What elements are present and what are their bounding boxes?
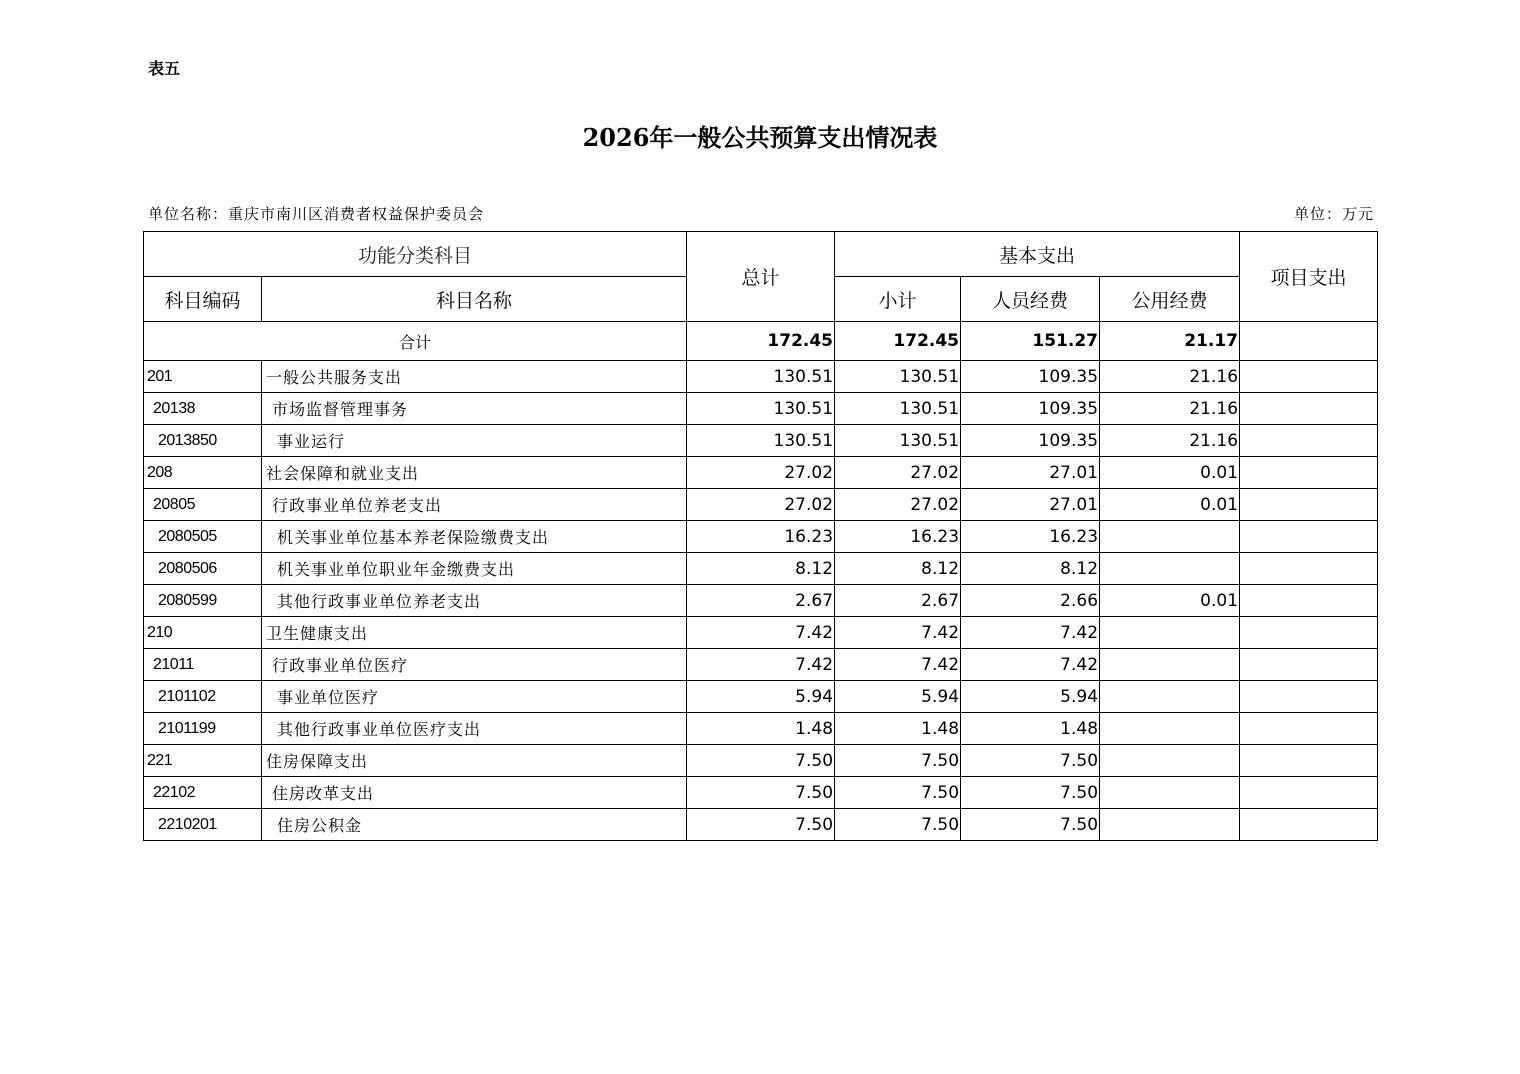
- row-project: [1240, 809, 1378, 841]
- row-public: 0.01: [1100, 489, 1240, 521]
- row-total: 1.48: [687, 713, 835, 745]
- row-personnel: 27.01: [961, 489, 1100, 521]
- row-name: 机关事业单位职业年金缴费支出: [262, 553, 687, 585]
- row-code: 2080599: [144, 585, 262, 617]
- row-personnel: 2.66: [961, 585, 1100, 617]
- row-subtotal: 7.42: [835, 649, 961, 681]
- row-total: 7.50: [687, 745, 835, 777]
- row-subtotal: 130.51: [835, 425, 961, 457]
- row-name: 住房改革支出: [262, 777, 687, 809]
- header-project-expenditure: 项目支出: [1240, 232, 1378, 322]
- row-personnel: 7.42: [961, 649, 1100, 681]
- row-total: 27.02: [687, 457, 835, 489]
- row-project: [1240, 457, 1378, 489]
- row-project: [1240, 617, 1378, 649]
- row-public: 21.16: [1100, 393, 1240, 425]
- row-personnel: 7.50: [961, 745, 1100, 777]
- budget-table: [143, 231, 1378, 841]
- row-project: [1240, 585, 1378, 617]
- row-personnel: 5.94: [961, 681, 1100, 713]
- table-row: [144, 713, 1378, 745]
- total-subtotal: 172.45: [835, 322, 961, 361]
- table-row: [144, 777, 1378, 809]
- row-subtotal: 7.50: [835, 809, 961, 841]
- row-public: [1100, 617, 1240, 649]
- row-public: [1100, 777, 1240, 809]
- row-personnel: 7.42: [961, 617, 1100, 649]
- row-public: 21.16: [1100, 361, 1240, 393]
- row-name: 住房保障支出: [262, 745, 687, 777]
- row-code: 21011: [144, 649, 262, 681]
- row-name: 市场监督管理事务: [262, 393, 687, 425]
- total-row: [144, 322, 1378, 361]
- row-project: [1240, 425, 1378, 457]
- row-project: [1240, 777, 1378, 809]
- row-total: 7.42: [687, 649, 835, 681]
- row-code: 210: [144, 617, 262, 649]
- row-name: 其他行政事业单位养老支出: [262, 585, 687, 617]
- row-code: 2101199: [144, 713, 262, 745]
- row-code: 2080506: [144, 553, 262, 585]
- currency-unit: 单位：万元: [1293, 205, 1374, 223]
- row-name: 行政事业单位养老支出: [262, 489, 687, 521]
- header-basic-expenditure: 基本支出: [835, 232, 1240, 277]
- row-public: 0.01: [1100, 457, 1240, 489]
- row-name: 事业运行: [262, 425, 687, 457]
- table-row: [144, 617, 1378, 649]
- row-code: 20138: [144, 393, 262, 425]
- row-personnel: 8.12: [961, 553, 1100, 585]
- row-personnel: 7.50: [961, 777, 1100, 809]
- row-subtotal: 7.50: [835, 745, 961, 777]
- total-public: 21.17: [1100, 322, 1240, 361]
- row-total: 7.50: [687, 777, 835, 809]
- row-subtotal: 5.94: [835, 681, 961, 713]
- row-subtotal: 130.51: [835, 361, 961, 393]
- row-name: 卫生健康支出: [262, 617, 687, 649]
- row-personnel: 7.50: [961, 809, 1100, 841]
- table-row: [144, 553, 1378, 585]
- table-row: [144, 649, 1378, 681]
- row-total: 5.94: [687, 681, 835, 713]
- row-total: 130.51: [687, 361, 835, 393]
- row-code: 221: [144, 745, 262, 777]
- row-personnel: 16.23: [961, 521, 1100, 553]
- row-project: [1240, 713, 1378, 745]
- row-subtotal: 16.23: [835, 521, 961, 553]
- total-project: [1240, 322, 1378, 361]
- row-personnel: 1.48: [961, 713, 1100, 745]
- table-row: [144, 745, 1378, 777]
- header-personnel: 人员经费: [961, 277, 1100, 322]
- row-code: 22102: [144, 777, 262, 809]
- row-name: 行政事业单位医疗: [262, 649, 687, 681]
- row-subtotal: 7.50: [835, 777, 961, 809]
- table-row: [144, 457, 1378, 489]
- row-total: 130.51: [687, 393, 835, 425]
- row-personnel: 27.01: [961, 457, 1100, 489]
- row-name: 社会保障和就业支出: [262, 457, 687, 489]
- row-subtotal: 130.51: [835, 393, 961, 425]
- row-personnel: 109.35: [961, 393, 1100, 425]
- row-name: 机关事业单位基本养老保险缴费支出: [262, 521, 687, 553]
- row-project: [1240, 649, 1378, 681]
- row-total: 27.02: [687, 489, 835, 521]
- header-name: 科目名称: [262, 277, 687, 322]
- total-personnel: 151.27: [961, 322, 1100, 361]
- organization-name: 单位名称：重庆市南川区消费者权益保护委员会: [148, 205, 485, 223]
- row-public: [1100, 521, 1240, 553]
- row-personnel: 109.35: [961, 425, 1100, 457]
- table-row: [144, 585, 1378, 617]
- row-total: 7.50: [687, 809, 835, 841]
- table-row: [144, 361, 1378, 393]
- row-public: [1100, 681, 1240, 713]
- row-code: 2013850: [144, 425, 262, 457]
- total-label: 合计: [144, 322, 687, 361]
- header-public: 公用经费: [1100, 277, 1240, 322]
- header-row-1: [144, 232, 1378, 277]
- row-total: 7.42: [687, 617, 835, 649]
- page-title: 2026年一般公共预算支出情况表: [582, 123, 938, 152]
- row-code: 20805: [144, 489, 262, 521]
- row-project: [1240, 393, 1378, 425]
- row-subtotal: 7.42: [835, 617, 961, 649]
- row-public: 0.01: [1100, 585, 1240, 617]
- header-total: 总计: [687, 232, 835, 322]
- row-total: 16.23: [687, 521, 835, 553]
- table-row: [144, 489, 1378, 521]
- row-code: 2210201: [144, 809, 262, 841]
- total-amount: 172.45: [687, 322, 835, 361]
- row-project: [1240, 521, 1378, 553]
- row-public: [1100, 553, 1240, 585]
- row-project: [1240, 553, 1378, 585]
- row-total: 8.12: [687, 553, 835, 585]
- row-name: 住房公积金: [262, 809, 687, 841]
- row-name: 一般公共服务支出: [262, 361, 687, 393]
- row-subtotal: 8.12: [835, 553, 961, 585]
- row-subtotal: 27.02: [835, 489, 961, 521]
- header-code: 科目编码: [144, 277, 262, 322]
- table-row: [144, 425, 1378, 457]
- row-public: [1100, 649, 1240, 681]
- row-personnel: 109.35: [961, 361, 1100, 393]
- row-code: 2080505: [144, 521, 262, 553]
- table-row: [144, 393, 1378, 425]
- table-row: [144, 681, 1378, 713]
- row-project: [1240, 489, 1378, 521]
- row-code: 2101102: [144, 681, 262, 713]
- row-total: 2.67: [687, 585, 835, 617]
- row-project: [1240, 745, 1378, 777]
- row-name: 其他行政事业单位医疗支出: [262, 713, 687, 745]
- row-code: 201: [144, 361, 262, 393]
- row-subtotal: 2.67: [835, 585, 961, 617]
- table-number-label: 表五: [148, 59, 181, 78]
- row-project: [1240, 681, 1378, 713]
- header-subtotal: 小计: [835, 277, 961, 322]
- row-project: [1240, 361, 1378, 393]
- row-total: 130.51: [687, 425, 835, 457]
- row-public: [1100, 809, 1240, 841]
- row-subtotal: 27.02: [835, 457, 961, 489]
- header-functional-category: 功能分类科目: [144, 232, 687, 277]
- row-code: 208: [144, 457, 262, 489]
- row-public: [1100, 713, 1240, 745]
- row-subtotal: 1.48: [835, 713, 961, 745]
- table-row: [144, 521, 1378, 553]
- row-public: [1100, 745, 1240, 777]
- row-public: 21.16: [1100, 425, 1240, 457]
- row-name: 事业单位医疗: [262, 681, 687, 713]
- table-row: [144, 809, 1378, 841]
